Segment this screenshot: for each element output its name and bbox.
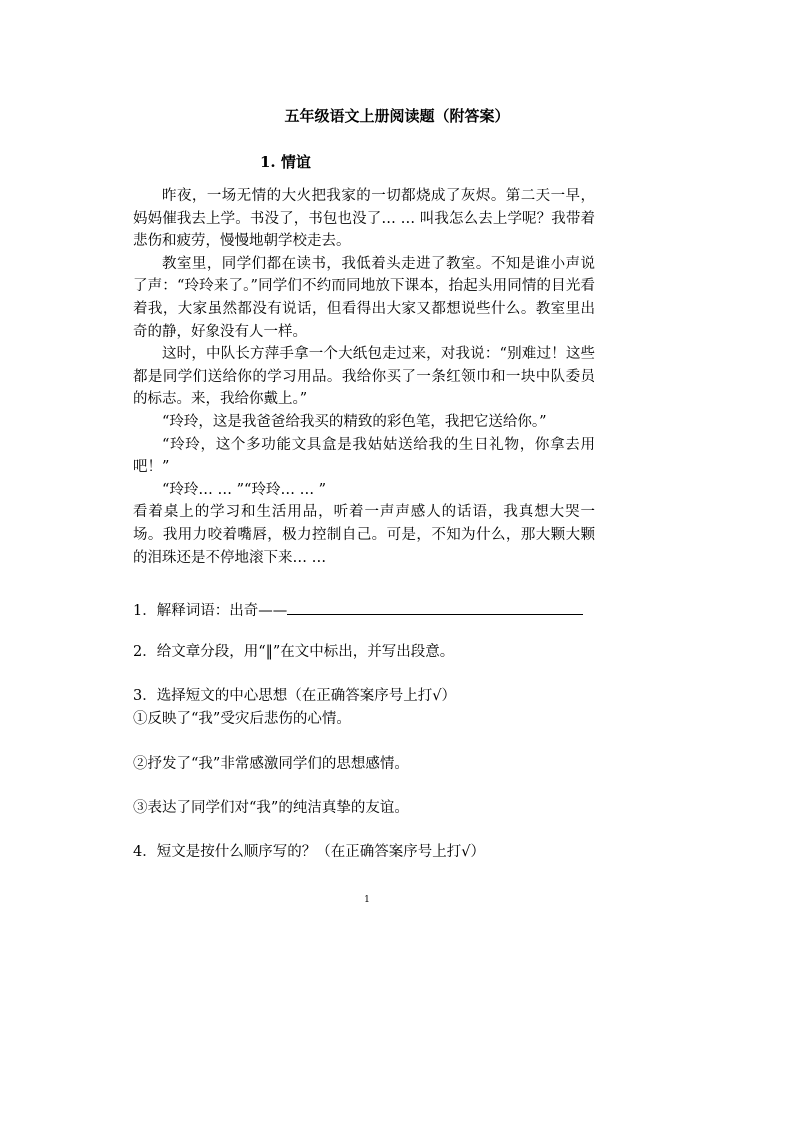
question-1-text: 1．解释词语：出奇—— <box>133 603 288 619</box>
passage-paragraph: 教室里，同学们都在读书，我低着头走进了教室。不知是谁小声说了声：“玲玲来了。”同学们不约而同地放下课本，抬起头用同情的目光看着我，大家虽然都没有说话，但看得出大家又都想说些什么。教室里出奇的静，好象没有人一样。 <box>133 255 595 340</box>
question-4: 4．短文是按什么顺序写的？（在正确答案序号上打√） <box>133 844 485 860</box>
question-3-option-1: ①反映了“我”受灾后悲伤的心情。 <box>133 711 351 727</box>
reading-passage <box>133 185 595 569</box>
question-3: 3．选择短文的中心思想（在正确答案序号上打√） <box>133 688 456 704</box>
page-title: 五年级语文上册阅读题（附答案） <box>284 107 510 125</box>
passage-paragraph: “玲玲，这个多功能文具盒是我姑姑送给我的生日礼物，你拿去用吧！” <box>133 436 595 476</box>
passage-paragraph: “玲玲，这是我爸爸给我买的精致的彩色笔，我把它送给你。” <box>162 413 547 430</box>
question-2: 2．给文章分段，用“‖”在文中标出，并写出段意。 <box>133 644 455 660</box>
passage-paragraph: 看着桌上的学习和生活用品，听着一声声感人的话语，我真想大哭一场。我用力咬着嘴唇，极力控制自己。可是，不知为什么，那大颗大颗的泪珠还是不停地滚下来… … <box>133 504 595 566</box>
question-1 <box>133 598 603 621</box>
passage-paragraph: 昨夜，一场无情的大火把我家的一切都烧成了灰烬。第二天一早，妈妈催我去上学。书没了，书包也没了… … 叫我怎么去上学呢？我带着悲伤和疲劳，慢慢地朝学校走去。 <box>133 188 595 250</box>
question-3-option-2: ②抒发了“我”非常感激同学们的思想感情。 <box>133 756 409 772</box>
answer-blank <box>287 598 583 615</box>
passage-paragraph: 这时，中队长方萍手拿一个大纸包走过来，对我说：“别难过！这些都是同学们送给你的学习用品。我给你买了一条红领巾和一块中队委员的标志。来，我给你戴上。” <box>133 346 595 408</box>
section-title: 1. 情谊 <box>260 153 311 171</box>
question-3-option-3: ③表达了同学们对“我”的纯洁真挚的友谊。 <box>133 800 409 816</box>
passage-paragraph: “玲玲… … ”“玲玲… … ” <box>162 481 327 498</box>
page-number: 1 <box>364 895 370 905</box>
